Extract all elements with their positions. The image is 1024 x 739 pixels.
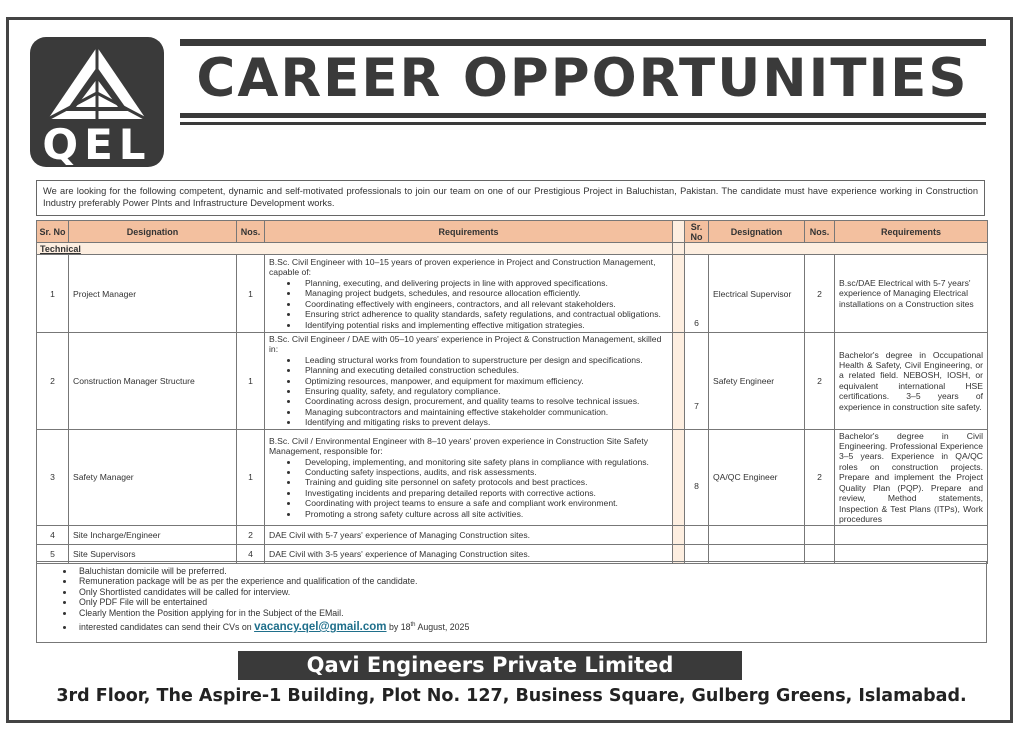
- list-item: • Managing project budgets, schedules, and resource allocation efficiently.: [299, 288, 668, 298]
- row-designation-right: QA/QC Engineer: [709, 429, 805, 526]
- column-gap: [673, 526, 685, 545]
- apply-by: by 18: [388, 621, 411, 632]
- list-item: • Identifying potential risks and implementing effective mitigation strategies.: [299, 320, 668, 330]
- header-requirements: Requirements: [265, 221, 673, 243]
- intro-paragraph: We are looking for the following competent, dynamic and self-motivated professionals to join our team on one of our Prestigious Project in Baluchistan, Pakistan. The candidate must have experience working in Construction Industry preferably Power Plnts and Infrastructure Development works.: [36, 180, 985, 216]
- list-item: • Developing, implementing, and monitoring site safety plans in compliance with regulations.: [299, 457, 668, 467]
- row-nos: 1: [237, 429, 265, 526]
- list-item: • Ensuring quality, safety, and regulatory compliance.: [299, 386, 668, 396]
- row-requirements: [265, 429, 673, 526]
- list-item: • Conducting safety inspections, audits, and risk assessments.: [299, 467, 668, 477]
- row-nos-right: 2: [805, 255, 835, 333]
- list-item: • Coordinating across design, procurement, and quality teams to resolve technical issues.: [299, 396, 668, 406]
- requirements-list: [299, 355, 668, 428]
- row-nos-right: 2: [805, 333, 835, 430]
- header-designation-right: Designation: [709, 221, 805, 243]
- row-sr: 4: [37, 526, 69, 545]
- row-designation-right: Electrical Supervisor: [709, 255, 805, 333]
- list-item: • Leading structural works from foundation to superstructure per design and specifications.: [299, 355, 668, 365]
- table-header-row: [37, 221, 988, 243]
- list-item: • Baluchistan domicile will be preferred.: [75, 566, 986, 576]
- section-spacer: [685, 243, 988, 255]
- apply-date: August, 2025: [417, 621, 470, 632]
- header-nos-right: Nos.: [805, 221, 835, 243]
- list-item: • Managing subcontractors and maintaining effective stakeholder communication.: [299, 407, 668, 417]
- empty-cell: [685, 526, 709, 545]
- table-row: [37, 526, 988, 545]
- email-link[interactable]: vacancy.qel@gmail.com: [254, 620, 387, 633]
- apply-instructions: [75, 620, 986, 632]
- requirements-intro: B.Sc. Civil Engineer with 10–15 years of proven experience in Project and Construction Management, capable of:: [269, 257, 656, 278]
- row-sr-right: 7: [685, 333, 709, 430]
- company-address: 3rd Floor, The Aspire-1 Building, Plot No. 127, Business Square, Gulberg Greens, Islamabad.: [56, 686, 967, 706]
- row-sr-right: 8: [685, 429, 709, 526]
- title-top-bar: [180, 39, 986, 46]
- list-item: • Identifying and mitigating risks to prevent delays.: [299, 417, 668, 427]
- row-nos: 1: [237, 255, 265, 333]
- header-nos: Nos.: [237, 221, 265, 243]
- column-gap: [673, 429, 685, 526]
- row-sr: 1: [37, 255, 69, 333]
- requirements-list: [299, 278, 668, 330]
- row-requirements-right: B.sc/DAE Electrical with 5-7 years' experience of Managing Electrical installations on a Construction sites: [835, 255, 988, 333]
- row-sr: 5: [37, 545, 69, 564]
- list-item: • Promoting a strong safety culture across all site activities.: [299, 509, 668, 519]
- table-row: [37, 333, 988, 430]
- date-suffix: th: [410, 622, 416, 629]
- column-gap: [673, 333, 685, 430]
- list-item: • Only PDF File will be entertained: [75, 597, 986, 607]
- column-gap: [673, 243, 685, 255]
- company-name: Qavi Engineers Private Limited: [238, 651, 742, 680]
- row-requirements: DAE Civil with 3-5 years' experience of Managing Construction sites.: [265, 545, 673, 564]
- section-row: [37, 243, 988, 255]
- notes-list: [75, 566, 986, 632]
- header-designation: Designation: [69, 221, 237, 243]
- table-row: [37, 255, 988, 333]
- row-nos-right: 2: [805, 429, 835, 526]
- list-item: • Planning and executing detailed construction schedules.: [299, 365, 668, 375]
- header-sr-right: Sr. No: [685, 221, 709, 243]
- empty-cell: [805, 526, 835, 545]
- column-gap: [673, 221, 685, 243]
- triangle-logo-icon: [40, 43, 154, 123]
- title-bottom-bar-1: [180, 113, 986, 118]
- row-designation: Site Incharge/Engineer: [69, 526, 237, 545]
- row-requirements: [265, 333, 673, 430]
- list-item: • Remuneration package will be as per the experience and qualification of the candidate.: [75, 576, 986, 586]
- apply-prefix: interested candidates can send their CVs on: [79, 621, 252, 632]
- requirements-list: [299, 457, 668, 519]
- title-bottom-bar-2: [180, 122, 986, 125]
- row-sr: 3: [37, 429, 69, 526]
- column-gap: [673, 255, 685, 333]
- header-sr: Sr. No: [37, 221, 69, 243]
- list-item: • Coordinating effectively with engineers, contractors, and all relevant stakeholders.: [299, 299, 668, 309]
- list-item: • Coordinating with project teams to ensure a safe and compliant work environment.: [299, 498, 668, 508]
- row-sr-right: 6: [685, 255, 709, 333]
- page-title: CAREER OPPORTUNITIES: [196, 48, 969, 109]
- list-item: • Ensuring strict adherence to quality standards, safety regulations, and contractual obligations.: [299, 309, 668, 319]
- list-item: • Training and guiding site personnel on safety protocols and best practices.: [299, 477, 668, 487]
- row-requirements-right: Bachelor's degree in Civil Engineering. Professional Experience 3–5 years. Experience in QA/QC roles on construction projects. Prepare and implement the Project Quality Plan (PQP). Prepare and review, Method statements, Inspection & Test Plans (ITPs), Work procedures: [835, 429, 988, 526]
- empty-cell: [835, 526, 988, 545]
- list-item: • Planning, executing, and delivering projects in line with approved specifications.: [299, 278, 668, 288]
- list-item: • Investigating incidents and preparing detailed reports with corrective actions.: [299, 488, 668, 498]
- header-requirements-right: Requirements: [835, 221, 988, 243]
- list-item: • Clearly Mention the Position applying for in the Subject of the EMail.: [75, 608, 986, 618]
- row-nos: 1: [237, 333, 265, 430]
- empty-cell: [709, 526, 805, 545]
- table-row: [37, 429, 988, 526]
- row-designation: Site Supervisors: [69, 545, 237, 564]
- requirements-intro: B.Sc. Civil Engineer / DAE with 05–10 years' experience in Project & Construction Management, skilled in:: [269, 334, 662, 355]
- company-logo: [30, 37, 164, 167]
- section-technical: Technical: [37, 243, 673, 255]
- row-designation: Safety Manager: [69, 429, 237, 526]
- notes-box: [36, 561, 987, 643]
- row-requirements: DAE Civil with 5-7 years' experience of Managing Construction sites.: [265, 526, 673, 545]
- row-nos: 4: [237, 545, 265, 564]
- row-designation: Project Manager: [69, 255, 237, 333]
- row-designation: Construction Manager Structure: [69, 333, 237, 430]
- list-item: • Only Shortlisted candidates will be called for interview.: [75, 587, 986, 597]
- row-designation-right: Safety Engineer: [709, 333, 805, 430]
- logo-text: QEL: [42, 120, 152, 169]
- requirements-intro: B.Sc. Civil / Environmental Engineer with 8–10 years' proven experience in Construction Site Safety Management, responsible for:: [269, 435, 649, 457]
- row-requirements-right: Bachelor's degree in Occupational Health & Safety, Civil Engineering, or a related field. NEBOSH, IOSH, or equivalent international HSE certifications. 3–5 years of experience in construction site safety.: [835, 333, 988, 430]
- list-item: • Optimizing resources, manpower, and equipment for maximum efficiency.: [299, 376, 668, 386]
- row-requirements: [265, 255, 673, 333]
- jobs-table: [36, 220, 988, 564]
- row-nos: 2: [237, 526, 265, 545]
- row-sr: 2: [37, 333, 69, 430]
